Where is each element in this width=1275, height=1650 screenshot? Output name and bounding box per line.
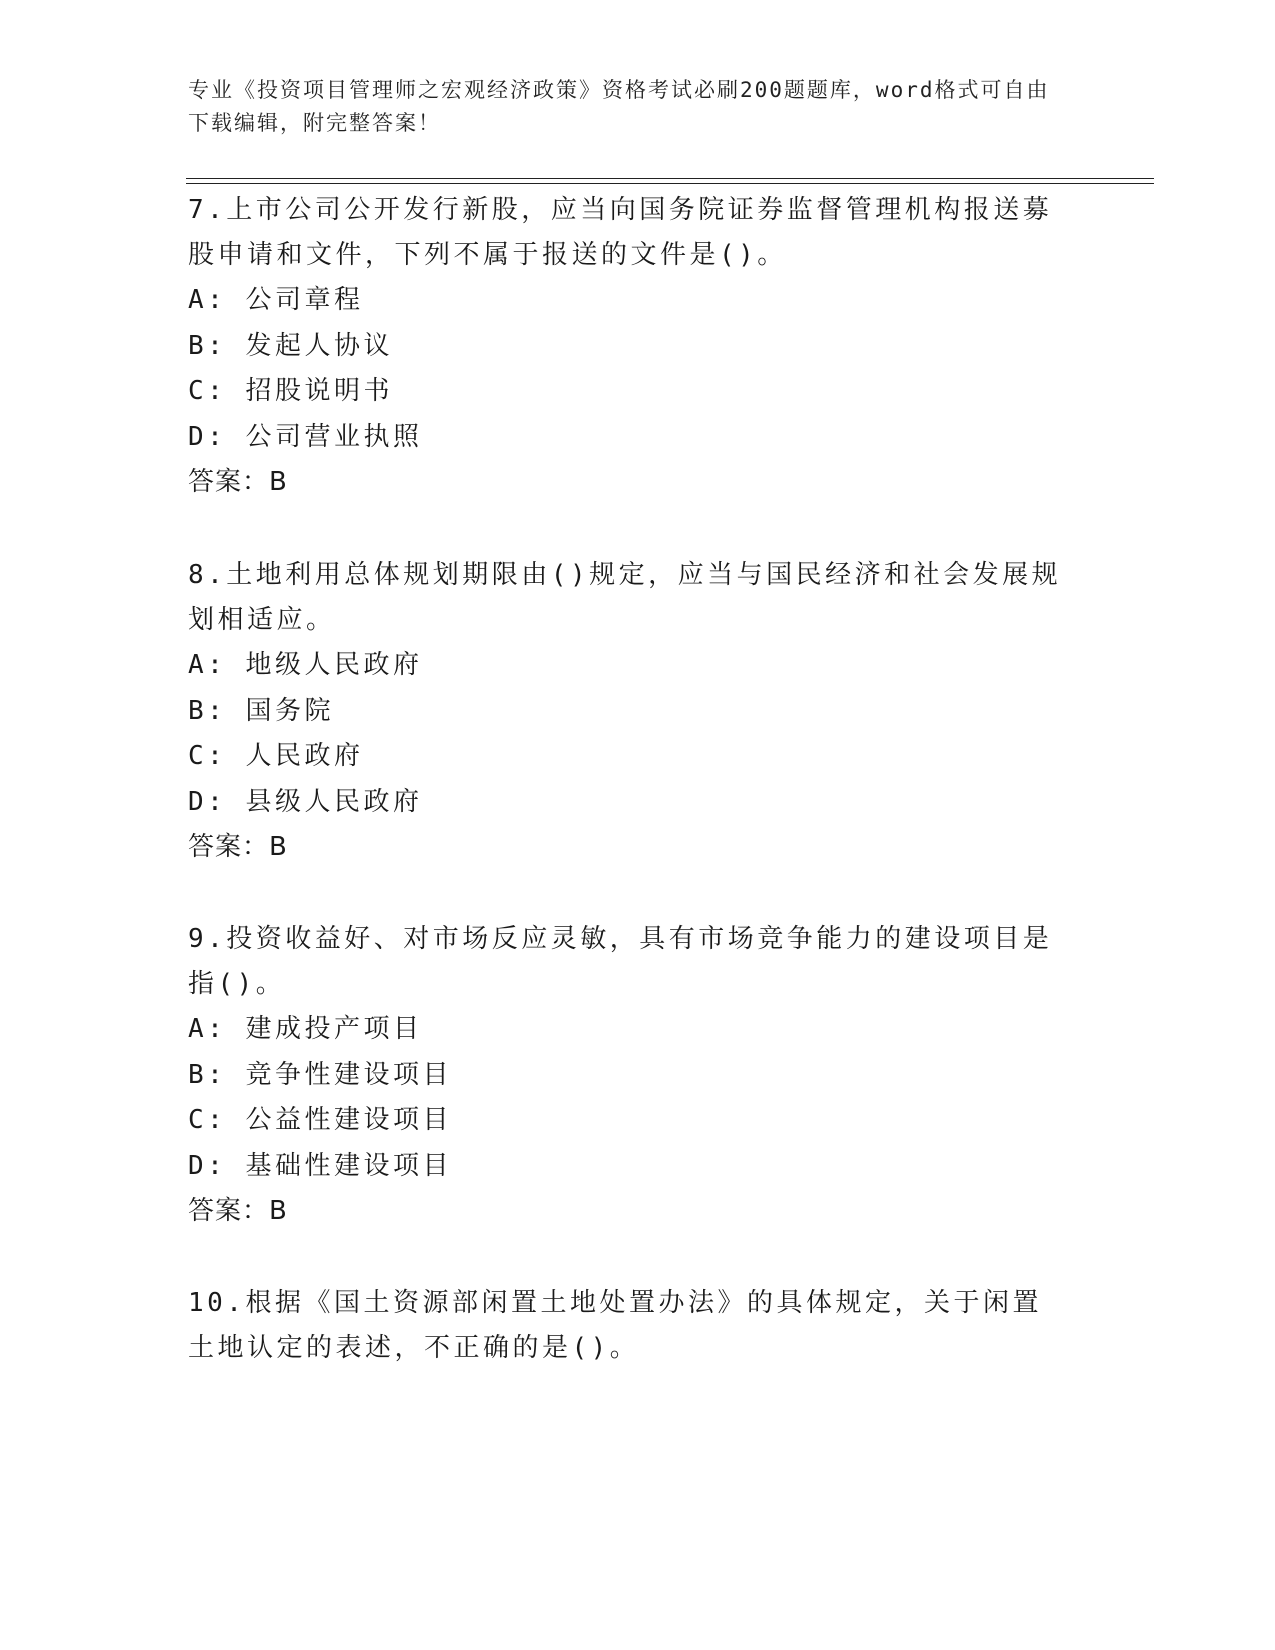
question-10 [188, 1281, 1068, 1371]
option-b: B: 竞争性建设项目 [188, 1059, 452, 1090]
question-8 [188, 553, 1068, 870]
option-b: B: 发起人协议 [188, 330, 393, 361]
header-divider-top [186, 178, 1154, 179]
option-d: D: 县级人民政府 [188, 786, 423, 817]
header-divider-bottom [186, 183, 1154, 184]
option-c: C: 人民政府 [188, 741, 364, 771]
question-stem: 9.投资收益好、对市场反应灵敏，具有市场竞争能力的建设项目是指()。 [188, 924, 1053, 999]
question-9 [188, 917, 1068, 1234]
question-stem: 10.根据《国土资源部闲置土地处置办法》的具体规定，关于闲置土地认定的表述，不正确的是()。 [188, 1288, 1042, 1363]
option-d: D: 公司营业执照 [188, 421, 423, 452]
question-stem: 8.土地利用总体规划期限由()规定，应当与国民经济和社会发展规划相适应。 [188, 560, 1062, 635]
option-c: C: 招股说明书 [188, 376, 393, 406]
option-a: A: 建成投产项目 [188, 1014, 423, 1044]
question-7 [188, 188, 1068, 505]
option-d: D: 基础性建设项目 [188, 1150, 452, 1181]
question-stem: 7.上市公司公开发行新股，应当向国务院证券监督管理机构报送募股申请和文件，下列不属于报送的文件是()。 [188, 195, 1053, 270]
answer: 答案：B [188, 832, 288, 862]
answer: 答案：B [188, 467, 288, 497]
option-a: A: 公司章程 [188, 285, 364, 315]
option-a: A: 地级人民政府 [188, 650, 423, 680]
document-intro: 专业《投资项目管理师之宏观经济政策》资格考试必刷200题题库，word格式可自由下载编辑，附完整答案！ [188, 78, 1050, 135]
answer: 答案：B [188, 1196, 288, 1226]
option-c: C: 公益性建设项目 [188, 1105, 452, 1135]
option-b: B: 国务院 [188, 695, 334, 726]
